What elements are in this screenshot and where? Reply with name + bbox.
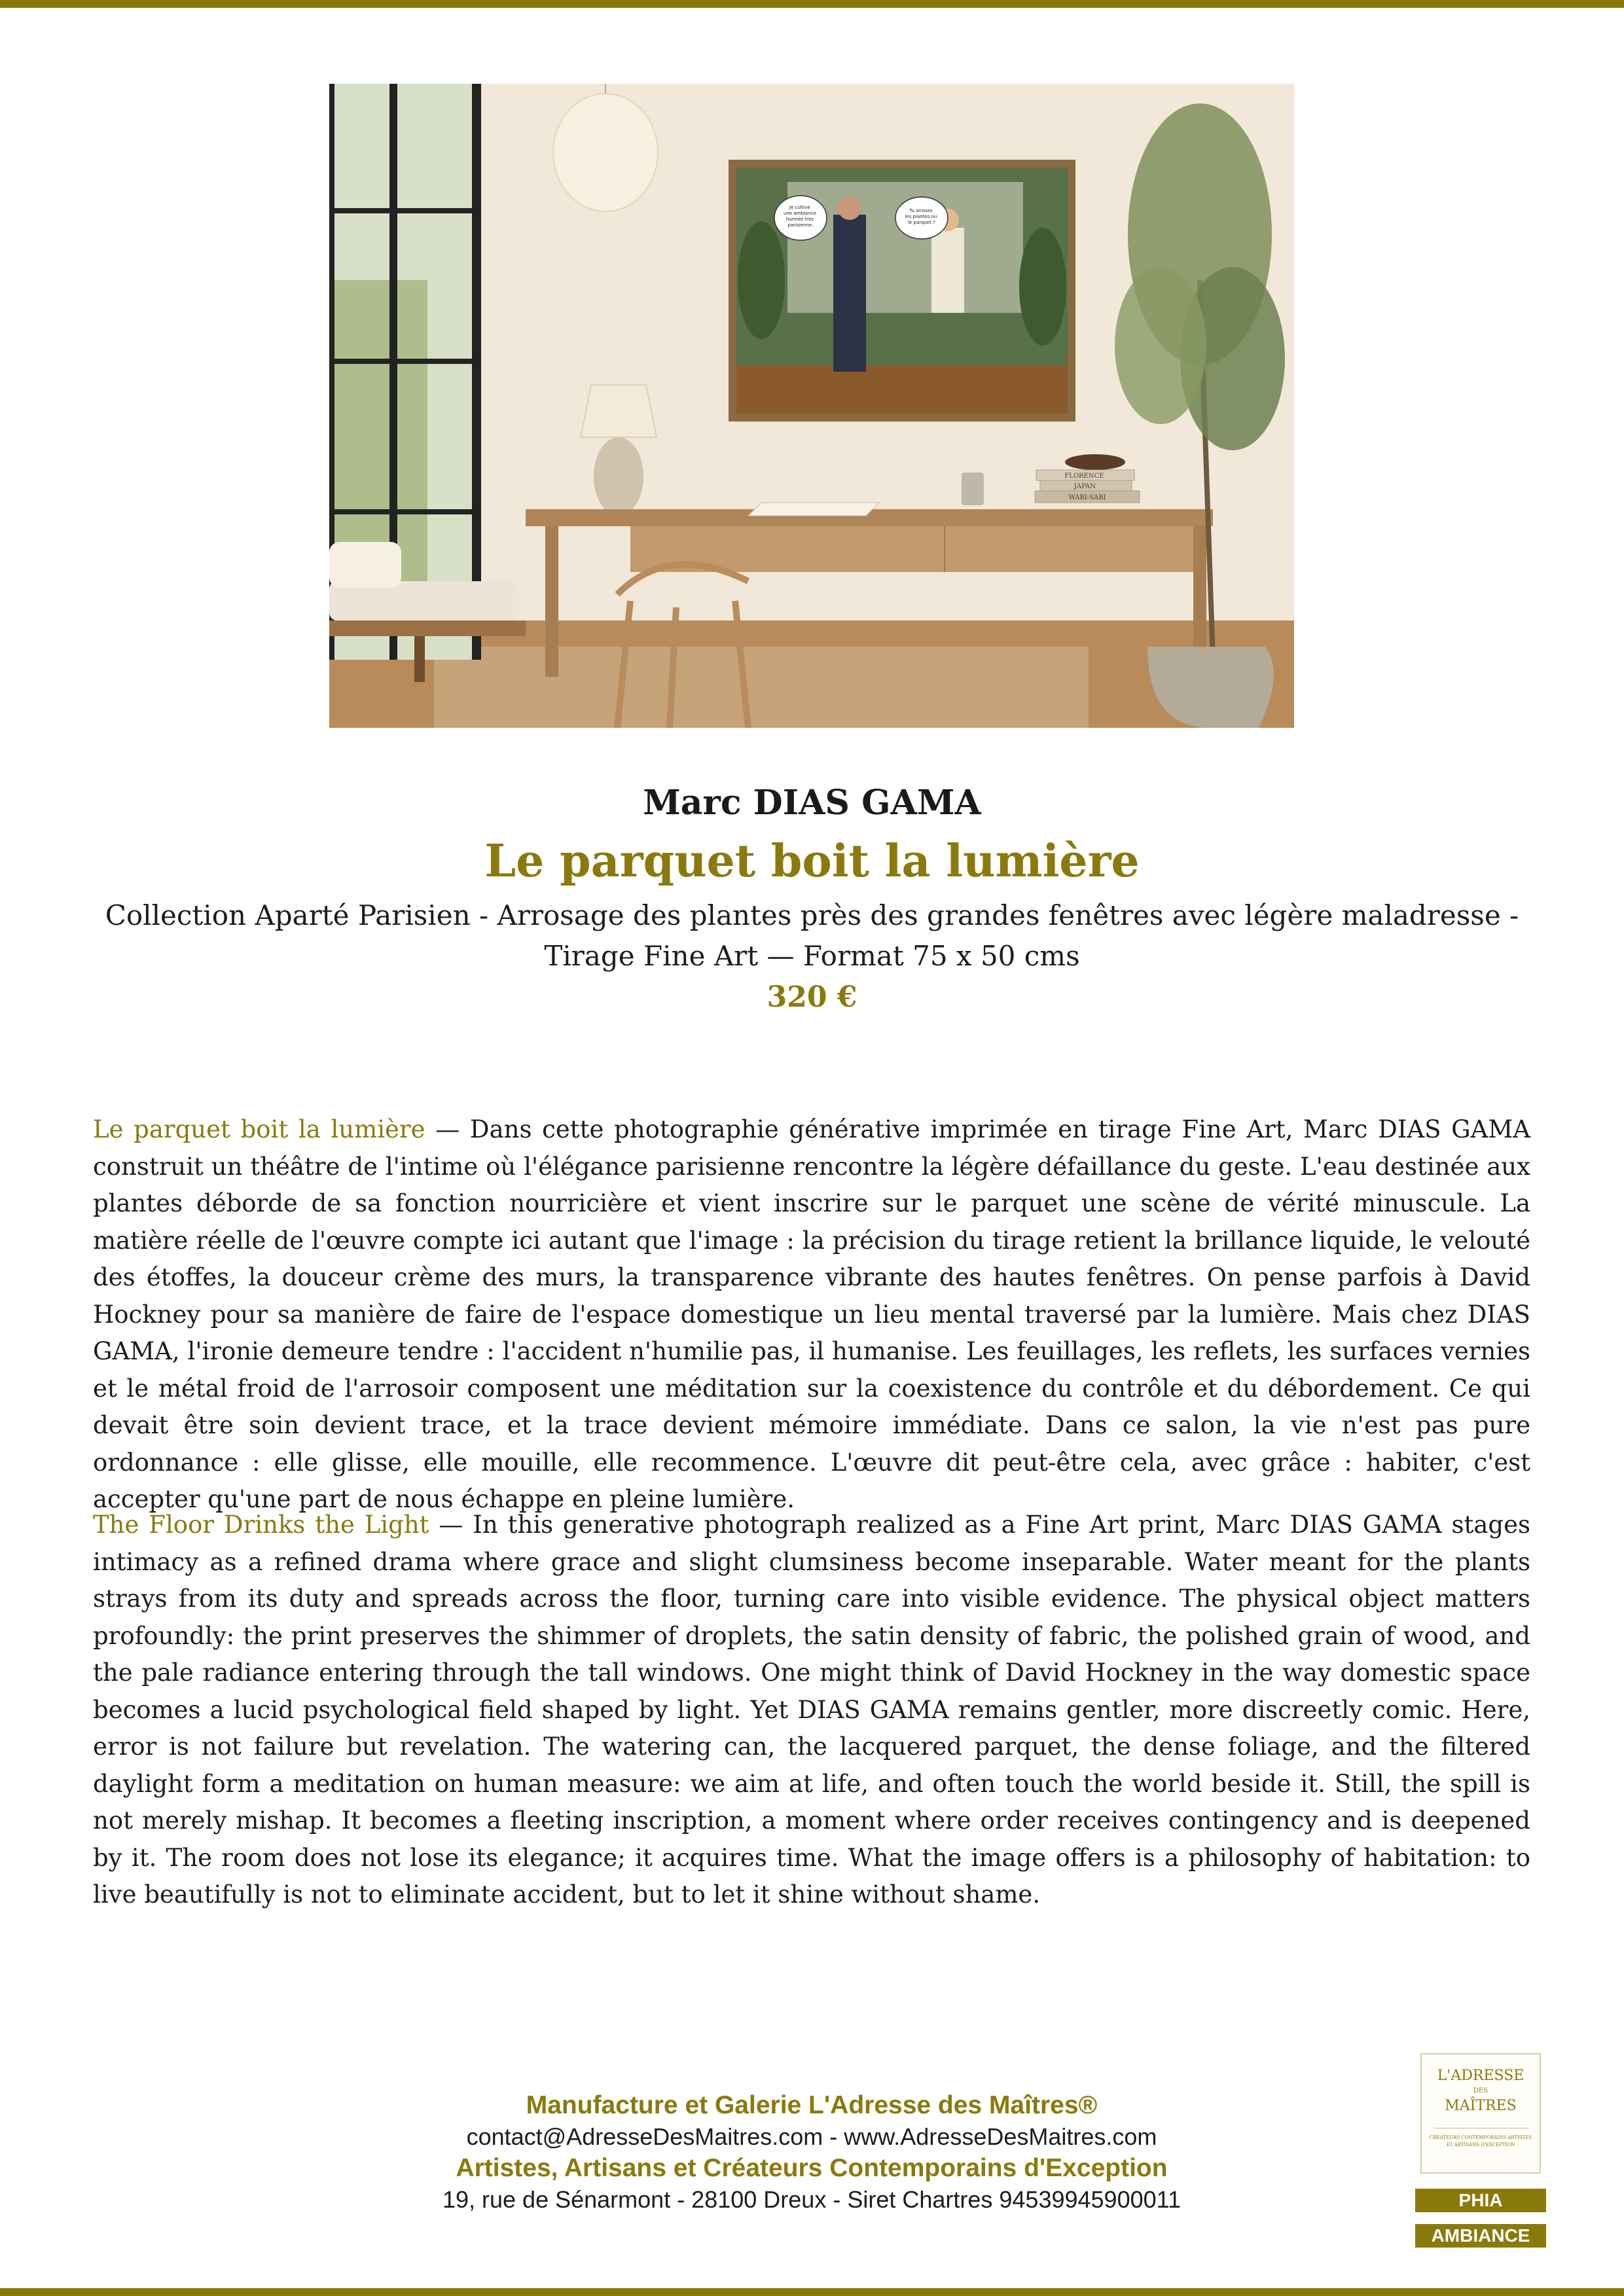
svg-text:Tu arroses les plantes: Tu arroses les plantes ou le parquet ? <box>905 208 937 225</box>
room-scene <box>329 84 1294 728</box>
description-french-text: — Dans cette photographie générative imprimée en tirage Fine Art, Marc DIAS GAMA construit un théâtre de l'intime où l'élégance parisienne rencontre la légère défaillance du geste. L'eau destinée aux plantes déborde de sa fonction nourricière et vient inscrire sur le parquet une scène de vérité minuscule. La matière réelle de l'œuvre compte ici autant que l'image : la précision du tirage retient la brillance liquide, le velouté des étoffes, la douceur crème des murs, la transparence vibrante des hautes fenêtres. On pense parfois à David Hockney pour sa manière de faire de l'espace domestique un lieu mental traversé par la lumière. Mais chez DIAS GAMA, l'ironie demeure tendre : l'accident n'humilie pas, il humanise. Les feuillages, les reflets, les surfaces vernies et le métal froid de l'arrosoir composent une méditation sur la coexistence du contrôle et du débordement. Ce qui devait être soin devient trace, et la trace devient mémoire immédiate. Dans ce salon, la vie n'est pas pure ordonnance : elle glisse, elle mouille, elle recommence. L'œuvre dit peut-être cela, avec grâce : habiter, c'est accepter qu'une part de nous échappe en pleine lumière. <box>93 1115 1530 1513</box>
contact-line: contact@AdresseDesMaitres.com - www.AdresseDesMaitres.com <box>466 2123 1157 2150</box>
open-book <box>748 503 879 516</box>
tag-ambiance: AMBIANCE <box>1415 2224 1546 2248</box>
logo-line-3: MAÎTRES <box>1445 2098 1517 2114</box>
price: 320 € <box>767 980 857 1014</box>
framed-print <box>729 160 1075 422</box>
logo-line-4: CRÉATEURS CONTEMPORAINS ARTISTES ET ARTISANS D'EXCEPTION <box>1429 2135 1532 2147</box>
address-line: 19, rue de Sénarmont - 28100 Dreux - Siret Chartres 94539945900011 <box>442 2186 1182 2213</box>
logo-line-2: DES <box>1473 2087 1489 2094</box>
woman-figure <box>931 228 964 313</box>
gallery-logo <box>1420 2053 1541 2174</box>
description-french-lead: Le parquet boit la lumière <box>93 1115 425 1143</box>
artwork-subtitle: Collection Aparté Parisien - Arrosage des plantes près des grandes fenêtres avec légère maladresse - Tirage Fine Art — Format 75 x 50 cms <box>105 899 1519 972</box>
description-english-lead: The Floor Drinks the Light <box>93 1511 429 1539</box>
bottom-accent-bar <box>0 2288 1624 2296</box>
tag-phia: PHIA <box>1415 2189 1546 2212</box>
speech-bubble-right <box>895 197 948 239</box>
gallery-name: Manufacture et Galerie L'Adresse des Maîtres® <box>526 2091 1098 2119</box>
bowl <box>1065 454 1125 470</box>
cup <box>962 473 984 505</box>
description-english <box>93 1507 1530 1914</box>
book-stack <box>1035 470 1140 503</box>
footer <box>327 2089 1296 2215</box>
top-accent-bar <box>0 0 1624 8</box>
paper-lantern <box>553 94 658 211</box>
man-figure <box>833 215 866 372</box>
description-english-text: — In this generative photograph realized as a Fine Art print, Marc DIAS GAMA stages intimacy as a refined drama where grace and slight clumsiness become inseparable. Water meant for the plants strays from its duty and spreads across the floor, turning care into visible evidence. The physical object matters profoundly: the print preserves the shimmer of droplets, the satin density of fabric, the polished grain of wood, and the pale radiance entering through the tall windows. One might think of David Hockney in the way domestic space becomes a lucid psychological field shaped by light. Yet DIAS GAMA remains gentler, more discreetly comic. Here, error is not failure but revelation. The watering can, the lacquered parquet, the dense foliage, and the filtered daylight form a meditation on human measure: we aim at life, and often touch the world beside it. Still, the spill is not merely mishap. It becomes a fleeting inscription, a moment where order receives contingency and is deepened by it. The room does not lose its elegance; it acquires time. What the image offers is a philosophy of habitation: to live beautifully is not to eliminate accident, but to let it shine without shame. <box>93 1511 1530 1909</box>
rug <box>434 647 1089 728</box>
description-french <box>93 1111 1530 1518</box>
gallery-tagline: Artistes, Artisans et Créateurs Contemporains d'Exception <box>456 2154 1168 2182</box>
svg-text:Je cultive une ambianc: Je cultive une ambiance humide très parisienne. <box>783 205 816 228</box>
svg-text:FLORENCE JAPAN: FLORENCE JAPAN WABI-SABI <box>1064 473 1106 501</box>
logo-line-1: L'ADRESSE <box>1437 2068 1525 2084</box>
artwork-title: Le parquet boit la lumière <box>484 835 1140 888</box>
speech-bubble-left <box>774 196 827 240</box>
artwork-room-photo <box>329 84 1294 728</box>
artist-name: Marc DIAS GAMA <box>643 783 981 823</box>
